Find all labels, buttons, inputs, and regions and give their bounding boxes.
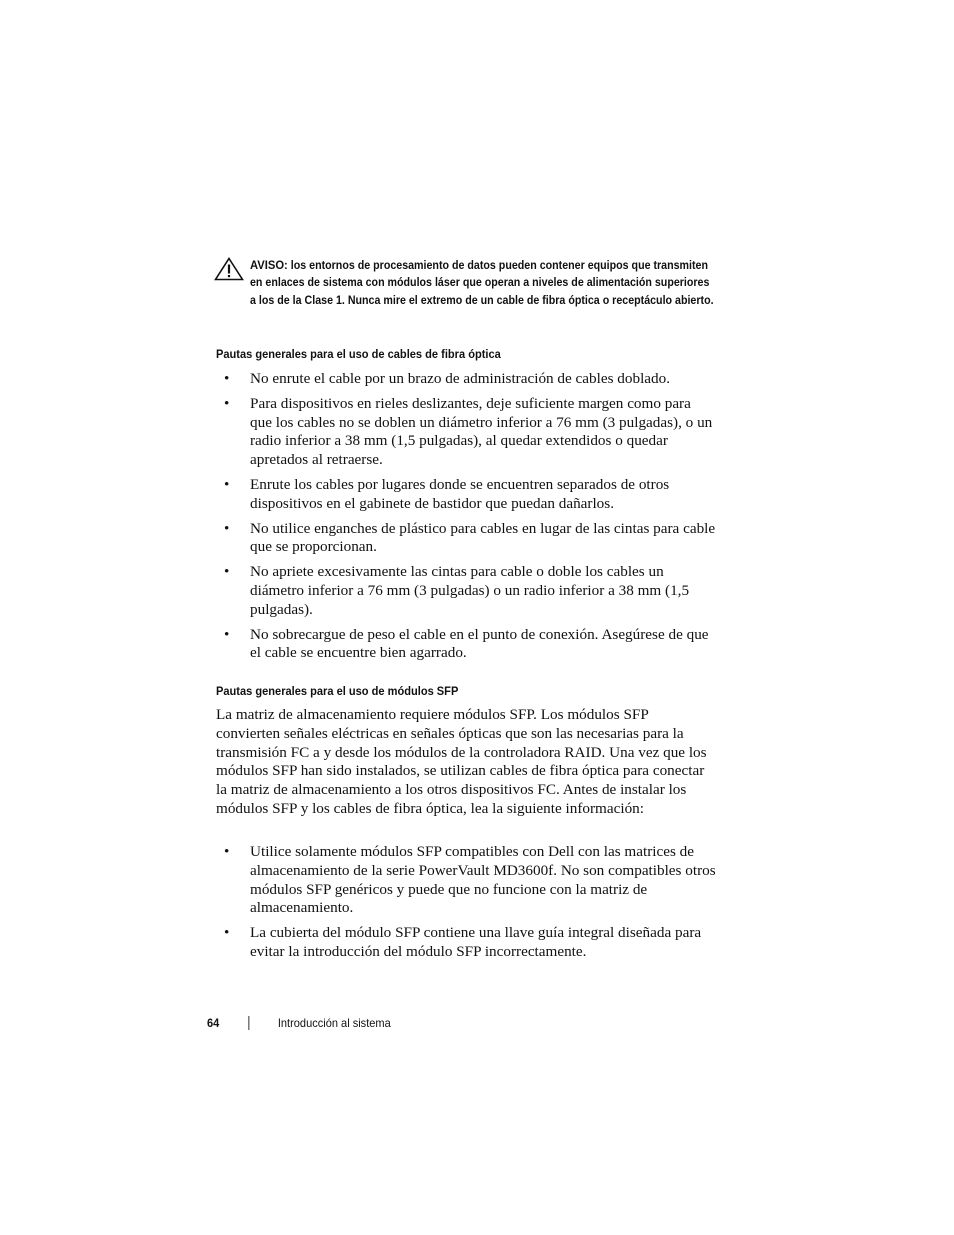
sfp-guidelines-list: [216, 843, 716, 968]
warning-triangle-icon: [214, 257, 244, 281]
footer-section-title: Introducción al sistema: [277, 1016, 391, 1030]
list-item: • No enrute el cable por un brazo de administración de cables doblado.: [224, 370, 671, 387]
footer-separator: [248, 1016, 249, 1030]
section-heading-sfp-modules: Pautas generales para el uso de módulos SFP: [216, 684, 459, 698]
list-item: • No sobrecargue de peso el cable en el punto de conexión. Asegúrese de que el cable se encuentre bien agarrado.: [224, 625, 709, 662]
warning-notice: [214, 257, 716, 309]
fiber-cable-guidelines-list: [216, 370, 716, 669]
list-item: • La cubierta del módulo SFP contiene una llave guía integral diseñada para evitar la introducción del módulo SFP incorrectamente.: [224, 924, 702, 960]
notice-body: los entornos de procesamiento de datos pueden contener equipos que transmiten en enlaces de sistema con módulos láser que operan a niveles de alimentación superiores a los de la Clase 1. Nunca mire el extremo de un cable de fibra óptica o receptáculo abierto.: [250, 259, 714, 307]
notice-text: [250, 257, 717, 309]
notice-label: AVISO:: [250, 258, 288, 272]
list-item: • No utilice enganches de plástico para cables en lugar de las cintas para cable que se proporcionan.: [224, 519, 716, 556]
list-item: • Utilice solamente módulos SFP compatibles con Dell con las matrices de almacenamiento de la serie PowerVault MD3600f. No son compatibles otros módulos SFP genéricos y puede que no funcione con la matriz de almacenamiento.: [224, 843, 716, 917]
section-heading-fiber-cables: Pautas generales para el uso de cables de fibra óptica: [216, 347, 501, 361]
sfp-intro-paragraph: La matriz de almacenamiento requiere módulos SFP. Los módulos SFP convierten señales eléctricas en señales ópticas que son las necesarias para la transmisión FC a y desde los módulos de la controladora RAID. Una vez que los módulos SFP han sido instalados, se utilizan cables de fibra óptica para conectar la matriz de almacenamiento a los otros dispositivos FC. Antes de instalar los módulos SFP y los cables de fibra óptica, lea la siguiente información:: [216, 706, 707, 817]
list-item: • Enrute los cables por lugares donde se encuentren separados de otros dispositivos en el gabinete de bastidor que puedan dañarlos.: [224, 475, 670, 512]
page-number: 64: [207, 1016, 220, 1030]
list-item: • No apriete excesivamente las cintas para cable o doble los cables un diámetro inferior a 76 mm (3 pulgadas) o un radio inferior a 38 mm (1,5 pulgadas).: [224, 563, 690, 618]
list-item: • Para dispositivos en rieles deslizantes, deje suficiente margen como para que los cables no se doblen un diámetro inferior a 76 mm (3 pulgadas), o un radio inferior a 38 mm (1,5 pulgadas), al quedar extendidos o quedar apretados al retraerse.: [224, 394, 713, 469]
